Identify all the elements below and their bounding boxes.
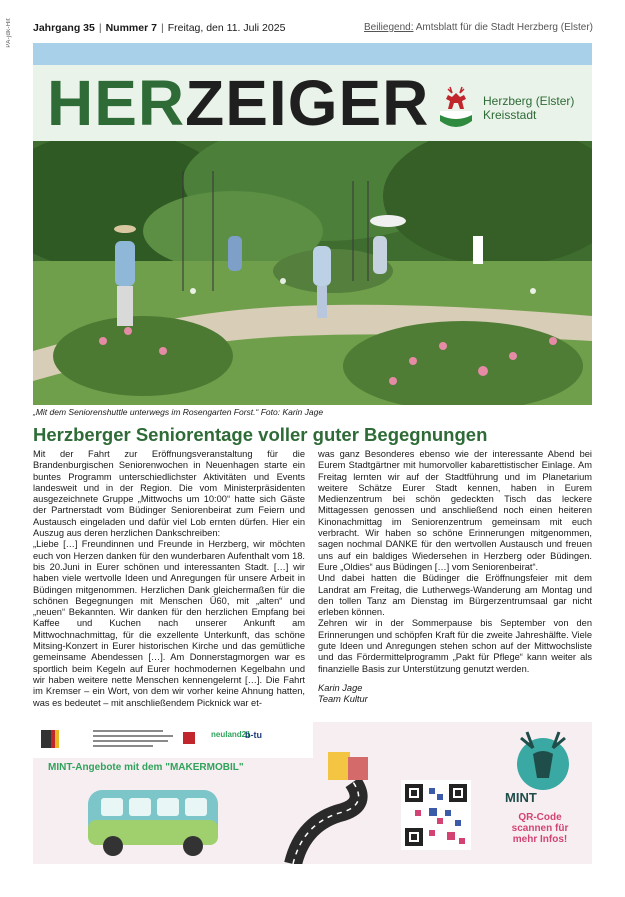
- rose-garden-photo: [33, 141, 592, 405]
- qr-text-line: QR-Code: [518, 812, 562, 823]
- sponsor-logos: [33, 722, 313, 758]
- town-crest-icon: [438, 85, 474, 133]
- issue-number: Nummer 7: [105, 22, 157, 34]
- btu-logo: b-tu: [245, 730, 262, 740]
- qr-text-line: mehr Infos!: [512, 834, 568, 845]
- masthead-banner: [33, 43, 592, 141]
- signature-team: Team Kultur: [318, 694, 368, 705]
- enclosure-text: Amtsblatt für die Stadt Herzberg (Elster): [415, 22, 593, 33]
- article-column-2: [318, 449, 592, 706]
- paragraph: „Liebe […] Freundinnen und Freunde in Herzberg, wir möchten euch von Herzen danken für den wunderbaren Aufenthalt vom 18. bis 20.Juni in Eurer schönen und interessanten Stadt. […] wir haben viele wertvolle Ideen und Anregungen für unsere Arbeit in Büdingen mitgenommen. Herzlichen Dank gleichermaßen für die schönen Begegnungen mit Menschen Ü60, mit „alten“ und „neuen“ Bekannten. Wir danken für den herzlichen Empfang bei Kaffee und Kuchen nach unserer Ankunft am Mittwochnachmittag, für die exzellente Unterkunft, das schöne Mitsing-Konzert in Eurer historischen Kirche und das gemütliche gemeinsame Abendessen […]. Am Donnerstagmorgen war es sportlich beim Kegeln auf Eurer hochmodernen Kegelbahn und wir haben weitere nette Menschen kennengelernt […]. Die Fahrt im Kremser – ein Wort, von dem wir vorher keine Ahnung hatten, was es bedeutet – mit anschließendem Picknick war et-: [33, 539, 305, 708]
- signature-name: Karin Jage: [318, 682, 363, 693]
- article-headline: Herzberger Seniorentage voller guter Begegnungen: [33, 424, 488, 445]
- paragraph: Und dabei hatten die Büdinger die Eröffnungsfeier mit dem Landrat am Freitag, die Lutherwegs-Wanderung am Montag und den tollen Tanz am Dienstag im Bürgerzentrumsaal gar nicht erleben können.: [318, 573, 592, 618]
- qr-text-line: scannen für: [511, 823, 569, 834]
- makermobil-ad: [33, 722, 592, 864]
- masthead-title-her: HER: [47, 67, 186, 139]
- side-code: PA-jdk-Hit: [6, 18, 12, 48]
- road-illustration: [273, 752, 373, 864]
- photo-caption: „Mit dem Seniorenshuttle unterwegs im Rosengarten Forst.“ Foto: Karin Jage: [33, 407, 324, 417]
- qr-code-icon: [401, 780, 471, 850]
- mint-offers-title: MINT-Angebote mit dem "MAKERMOBIL": [48, 762, 244, 773]
- paragraph: Zehren wir in der Sommerpause bis September von den Erinnerungen und schöpfen Kraft für die zweite Jahreshälfte. Viele gute Ideen und Anregungen stehen schon auf der Mittwochsliste und das Fördermittelprogramm „Pakt für Pflege“ kann weiter als finanzielle Basis zur Unterstützung genutzt werden.: [318, 618, 592, 674]
- issue-date: Freitag, den 11. Juli 2025: [167, 22, 286, 34]
- paragraph: Mit der Fahrt zur Eröffnungsveranstaltung für die Brandenburgischen Seniorenwochen in Neuenhagen starte ein buntes Programm unterschiedlichster Aktivitäten und Events landesweit und in der Region. Die vom Ministerpräsidenten ausgezeichnete Gruppe „Mittwochs um 10:00“ hatte sich Gäste der Partnerstadt vom Büdinger Seniorenbeirat zum Feiern und Austausch eingeladen und dafür viel Lob ernten dürfen. Hier ein Auszug aus deren herzlichen Dankschreiben:: [33, 449, 305, 539]
- issue-header: Jahrgang 35 | Nummer 7 | Freitag, den 11. Juli 2025 Beiliegend: Amtsblatt für die Stadt Herzberg (Elster): [33, 22, 593, 34]
- town-line-1: Herzberg (Elster): [483, 94, 575, 108]
- van-icon: [83, 780, 223, 860]
- mint-deer-logo-icon: [503, 728, 583, 792]
- sky-strip: [33, 43, 592, 65]
- mint-logo-text: MINT: [505, 790, 537, 805]
- masthead-title: [47, 67, 430, 139]
- qr-call-to-action: [495, 812, 585, 845]
- town-name: [483, 95, 574, 123]
- masthead-title-zeiger: ZEIGER: [185, 67, 430, 139]
- volume: Jahrgang 35: [33, 22, 95, 34]
- enclosure-label: Beiliegend:: [363, 22, 414, 33]
- paragraph: was ganz Besonderes ebenso wie der interessante Abend bei Eurem Stadtgärtner mit humorvoller kabarettistischer Einlage. Am Freitag lernten wir auf der Stadtführung und im Planetarium weitere Schätze Eurer Stadt kennen, haben in Eurem Medienzentrum bei schön gedeckten Tisch das leckere Mittagessen genossen und anschließend noch einen heiteren Kinonachmittag im Seniorenzentrum gemeinsam mit euch verbracht. Wir haben so schöne Erinnerungen mitgenommen, sagen nochmal DANKE für den wertvollen Austausch und freuen uns auf ein baldiges Wiedersehen in Herzberg oder Büdingen. Eure „Oldies“ aus Büdingen […] vom Seniorenbeirat“.: [318, 449, 592, 572]
- town-line-2: Kreisstadt: [483, 107, 537, 122]
- article-column-1: [33, 449, 305, 709]
- neuland-logo: neuland21: [211, 730, 251, 739]
